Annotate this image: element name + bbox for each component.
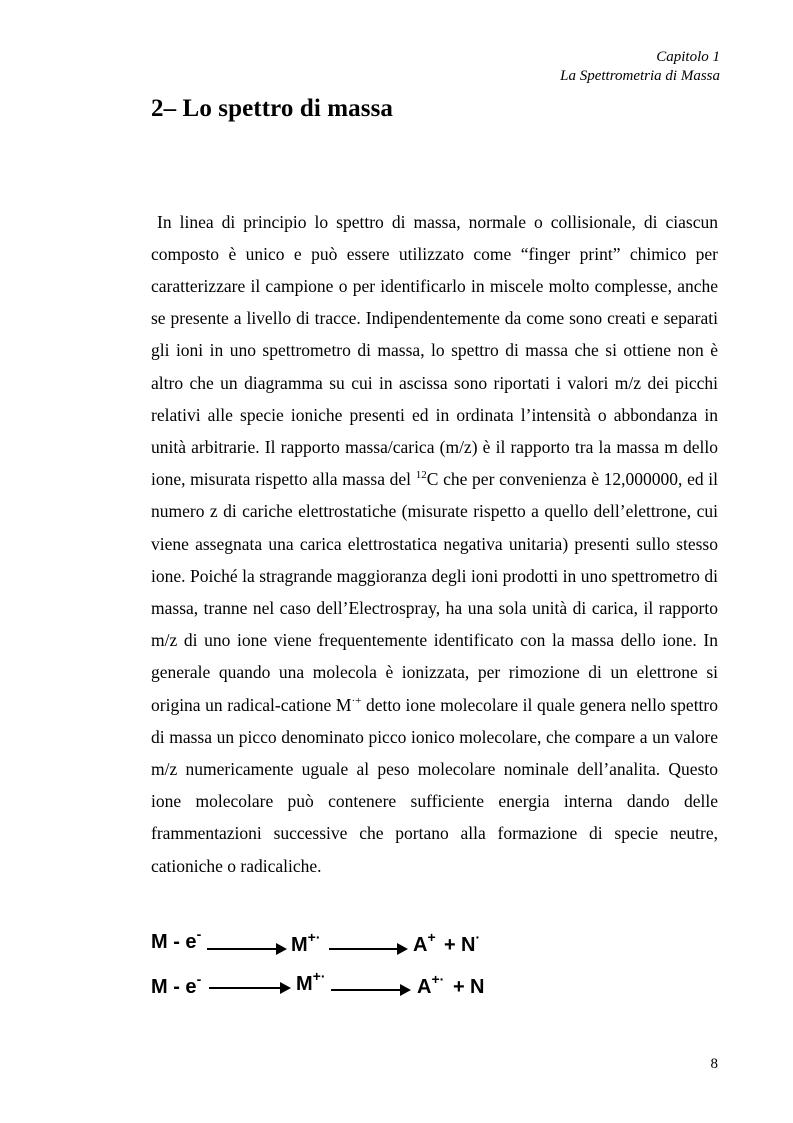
eq1-arrow-2 bbox=[329, 948, 406, 950]
radical-cation-superscript: ·+ bbox=[351, 694, 362, 707]
eq1-plus: + bbox=[444, 934, 456, 956]
eq1-product-a: A+ bbox=[413, 929, 436, 956]
eq1-reactant: M - e- bbox=[151, 926, 202, 953]
eq2-plus: + bbox=[453, 976, 465, 998]
isotope-element: C bbox=[426, 469, 439, 490]
page-number: 8 bbox=[710, 1056, 718, 1072]
reaction-equation-2 bbox=[151, 968, 551, 1002]
running-header bbox=[560, 48, 720, 86]
isotope-superscript: 12 bbox=[415, 469, 427, 482]
eq2-intermediate: M+· bbox=[296, 968, 326, 995]
eq2-reactant: M - e- bbox=[151, 971, 202, 998]
eq1-product-n: N· bbox=[461, 929, 481, 956]
eq1-intermediate: M+· bbox=[291, 929, 321, 956]
paragraph-part-2: che per convenienza è 12,000000, ed il numero z di cariche elettrostatiche (misurate rispetto a quello dell’elettrone, cui viene assegnata una carica elettrostatica negativa unitaria) presenti sullo stesso ione. Poiché la stragrande maggioranza degli ioni prodotti in uno spettrometro di massa, tranne nel caso dell’Electrospray, ha una sola unità di carica, il rapporto m/z di uno ione viene frequentemente identificato con la massa dello ione. In generale quando una molecola è ionizzata, per rimozione di un elettrone si origina un radical-catione M bbox=[151, 469, 718, 715]
header-chapter: Capitolo 1 bbox=[656, 49, 720, 65]
body-paragraph bbox=[151, 206, 718, 882]
eq2-arrow-1 bbox=[209, 987, 289, 989]
header-subtitle: La Spettrometria di Massa bbox=[560, 68, 720, 84]
reaction-equation-1 bbox=[151, 926, 551, 961]
eq2-product-a: A+· bbox=[417, 971, 445, 998]
eq2-product-n: N bbox=[470, 976, 485, 998]
eq1-arrow-1 bbox=[207, 948, 285, 950]
paragraph-part-3: detto ione molecolare il quale genera nello spettro di massa un picco denominato picco ionico molecolare, che compare a un valore m/z numericamente uguale al peso molecolare nominale dell’analita. Questo ione molecolare può contenere sufficiente energia interna dando delle frammentazioni successive che portano alla formazione di specie neutre, cationiche o radicaliche. bbox=[151, 694, 718, 876]
eq2-arrow-2 bbox=[331, 989, 409, 991]
paragraph-part-1: In linea di principio lo spettro di massa, normale o collisionale, di ciascun composto è unico e può essere utilizzato come “finger print” chimico per caratterizzare il campione o per identificarlo in miscele molto complesse, anche se presente a livello di tracce. Indipendentemente da come sono creati e separati gli ioni in uno spettrometro di massa, lo spettro di massa che si ottiene non è altro che un diagramma su cui in ascissa sono riportati i valori m/z dei picchi relativi alle specie ioniche presenti ed in ordinata l’intensità o abbondanza in unità arbitrarie. Il rapporto massa/carica (m/z) è il rapporto tra la massa m dello ione, misurata rispetto alla massa del bbox=[151, 211, 718, 490]
section-title: 2– Lo spettro di massa bbox=[151, 95, 394, 122]
